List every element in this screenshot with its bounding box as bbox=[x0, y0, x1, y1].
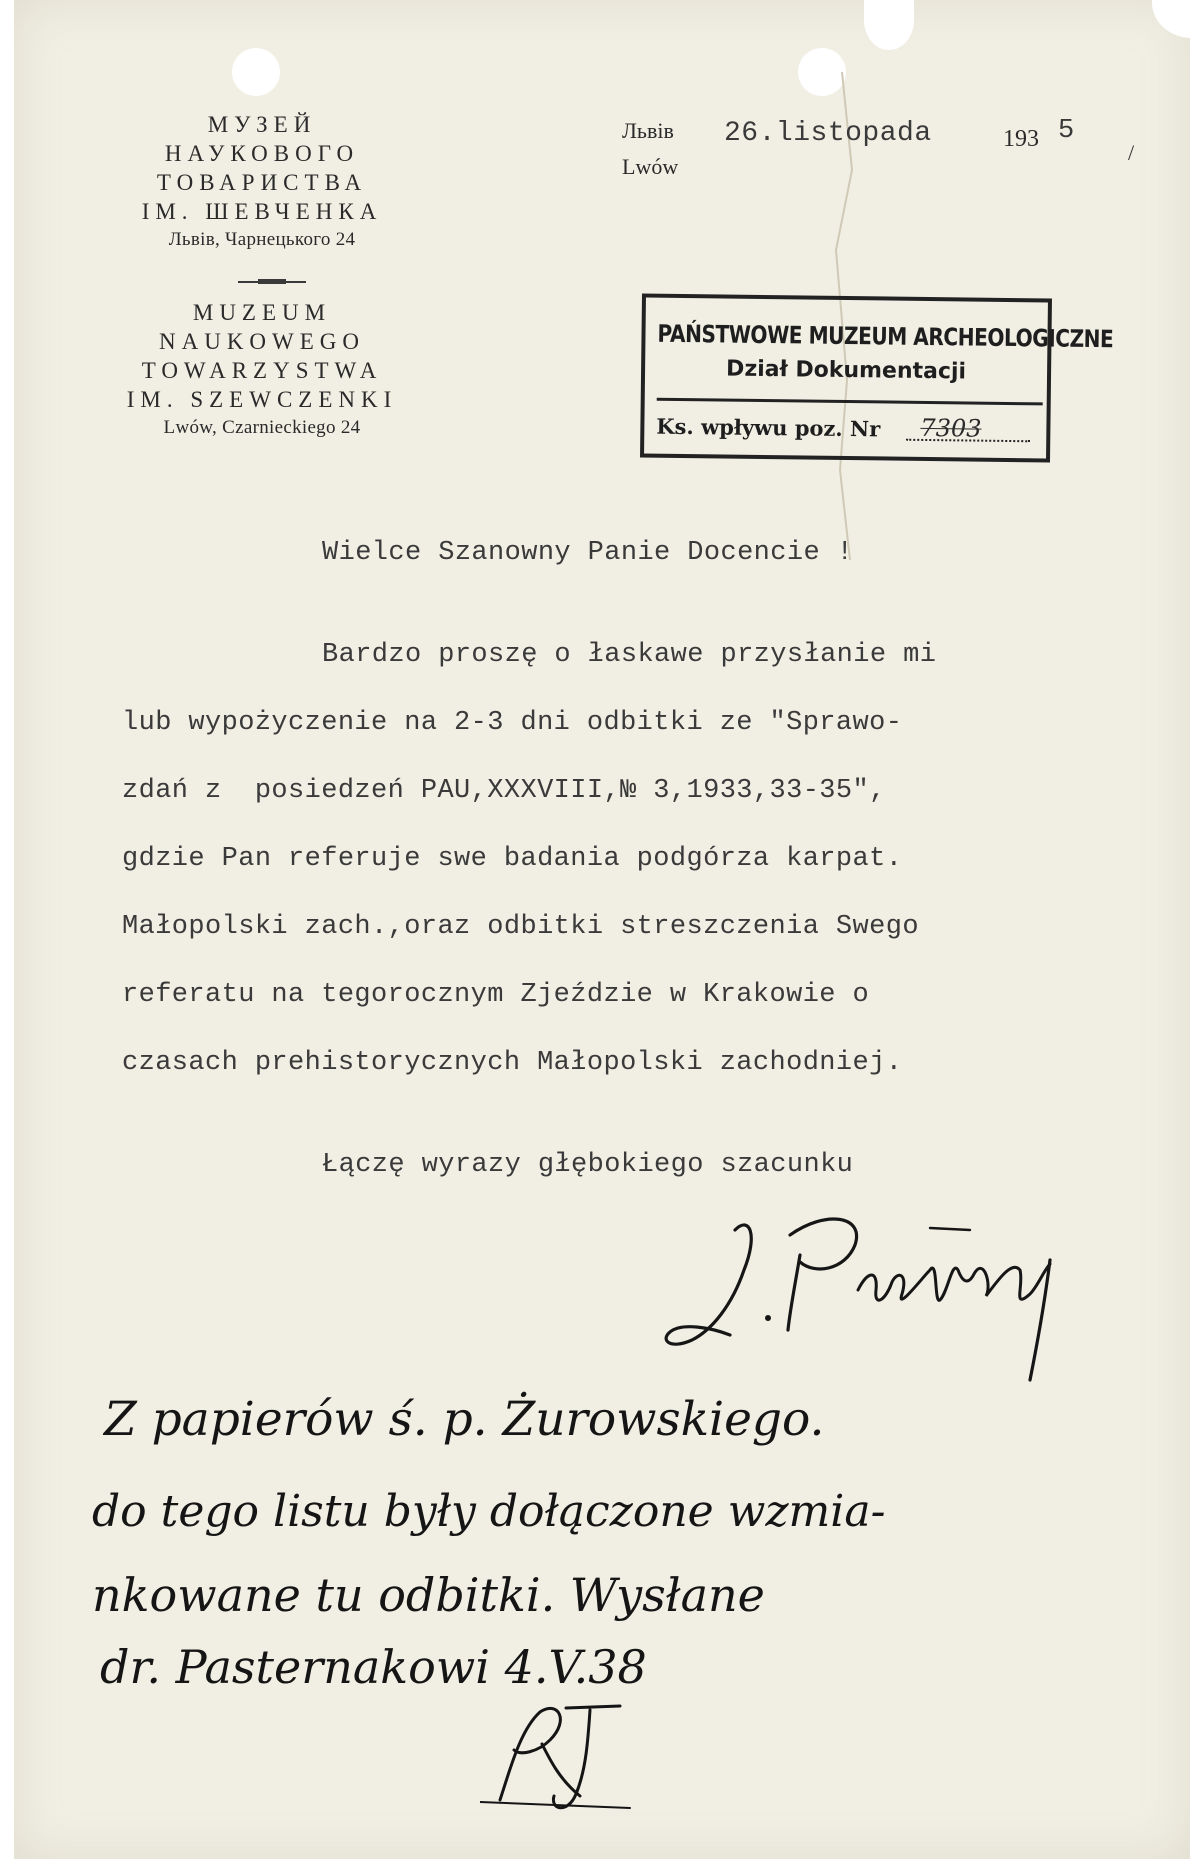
salutation: Wielce Szanowny Panie Docencie ! bbox=[322, 538, 854, 568]
letterhead-line: NAUKOWEGO bbox=[158, 329, 366, 354]
stamp-rule bbox=[657, 398, 1043, 406]
stamp-entry-number: 7303 bbox=[920, 413, 982, 443]
body-line: gdzie Pan referuje swe badania podgórza karpat. bbox=[122, 844, 903, 874]
handwritten-note-line: Z papierów ś. p. Żurowskiego. bbox=[104, 1392, 825, 1447]
handwritten-note-line: do tego listu były dołączone wzmia- bbox=[92, 1486, 886, 1537]
paper-crease bbox=[14, 0, 1190, 560]
letterhead-line: ТОВАРИСТВА bbox=[156, 170, 368, 195]
place-ukrainian: Львів bbox=[622, 118, 674, 143]
edge-mark: / bbox=[1128, 140, 1135, 165]
body-line: czasach prehistorycznych Małopolski zachodniej. bbox=[122, 1048, 903, 1078]
handwritten-note-line: dr. Pasternakowi 4.V.38 bbox=[100, 1640, 647, 1694]
letterhead-divider bbox=[238, 281, 306, 283]
letter-date: 26.listopada bbox=[724, 118, 932, 149]
letterhead-line: НАУКОВОГО bbox=[164, 141, 360, 166]
body-line: referatu na tegorocznym Zjeździe w Krakowie o bbox=[122, 980, 870, 1010]
body-line: Małopolski zach.,oraz odbitki streszczenia Swego bbox=[122, 912, 919, 942]
year-digit: 5 bbox=[1058, 116, 1075, 146]
body-line: lub wypożyczenie na 2-3 dni odbitki ze "Sprawo- bbox=[122, 708, 903, 738]
stamp-title: PAŃSTWOWE MUZEUM ARCHEOLOGICZNE bbox=[657, 319, 1114, 354]
letterhead-ukrainian bbox=[112, 110, 412, 254]
letterhead-line: IM. SZEWCZENKI bbox=[126, 387, 398, 412]
letterhead-line: MUZEUM bbox=[192, 300, 332, 325]
letterhead-line: TOWARZYSTWA bbox=[141, 358, 383, 383]
stamp-entry-label: Ks. wpływu poz. Nr bbox=[656, 413, 881, 442]
letterhead-polish bbox=[112, 298, 412, 442]
handwritten-note-line: nkowane tu odbitki. Wysłane bbox=[92, 1568, 765, 1622]
letterhead-line: МУЗЕЙ bbox=[207, 112, 317, 137]
body-line: zdań z posiedzeń PAU,XXXVIII,№ 3,1933,33-35", bbox=[122, 776, 886, 806]
closing: Łączę wyrazy głębokiego szacunku bbox=[322, 1150, 854, 1180]
letterhead-address: Lwów, Czarnieckiego 24 bbox=[163, 417, 361, 438]
museum-stamp bbox=[640, 294, 1114, 463]
initials bbox=[480, 1690, 650, 1820]
signature bbox=[640, 1190, 1080, 1400]
year-prefix: 193 bbox=[1003, 126, 1039, 152]
place-polish: Lwów bbox=[622, 154, 679, 179]
body-line: Bardzo proszę o łaskawe przysłanie mi bbox=[322, 640, 937, 670]
stamp-department: Dział Dokumentacji bbox=[725, 356, 967, 385]
letterhead-line: ІМ. ШЕВЧЕНКА bbox=[141, 199, 383, 224]
letterhead-address: Львів, Чарнецького 24 bbox=[168, 229, 356, 250]
